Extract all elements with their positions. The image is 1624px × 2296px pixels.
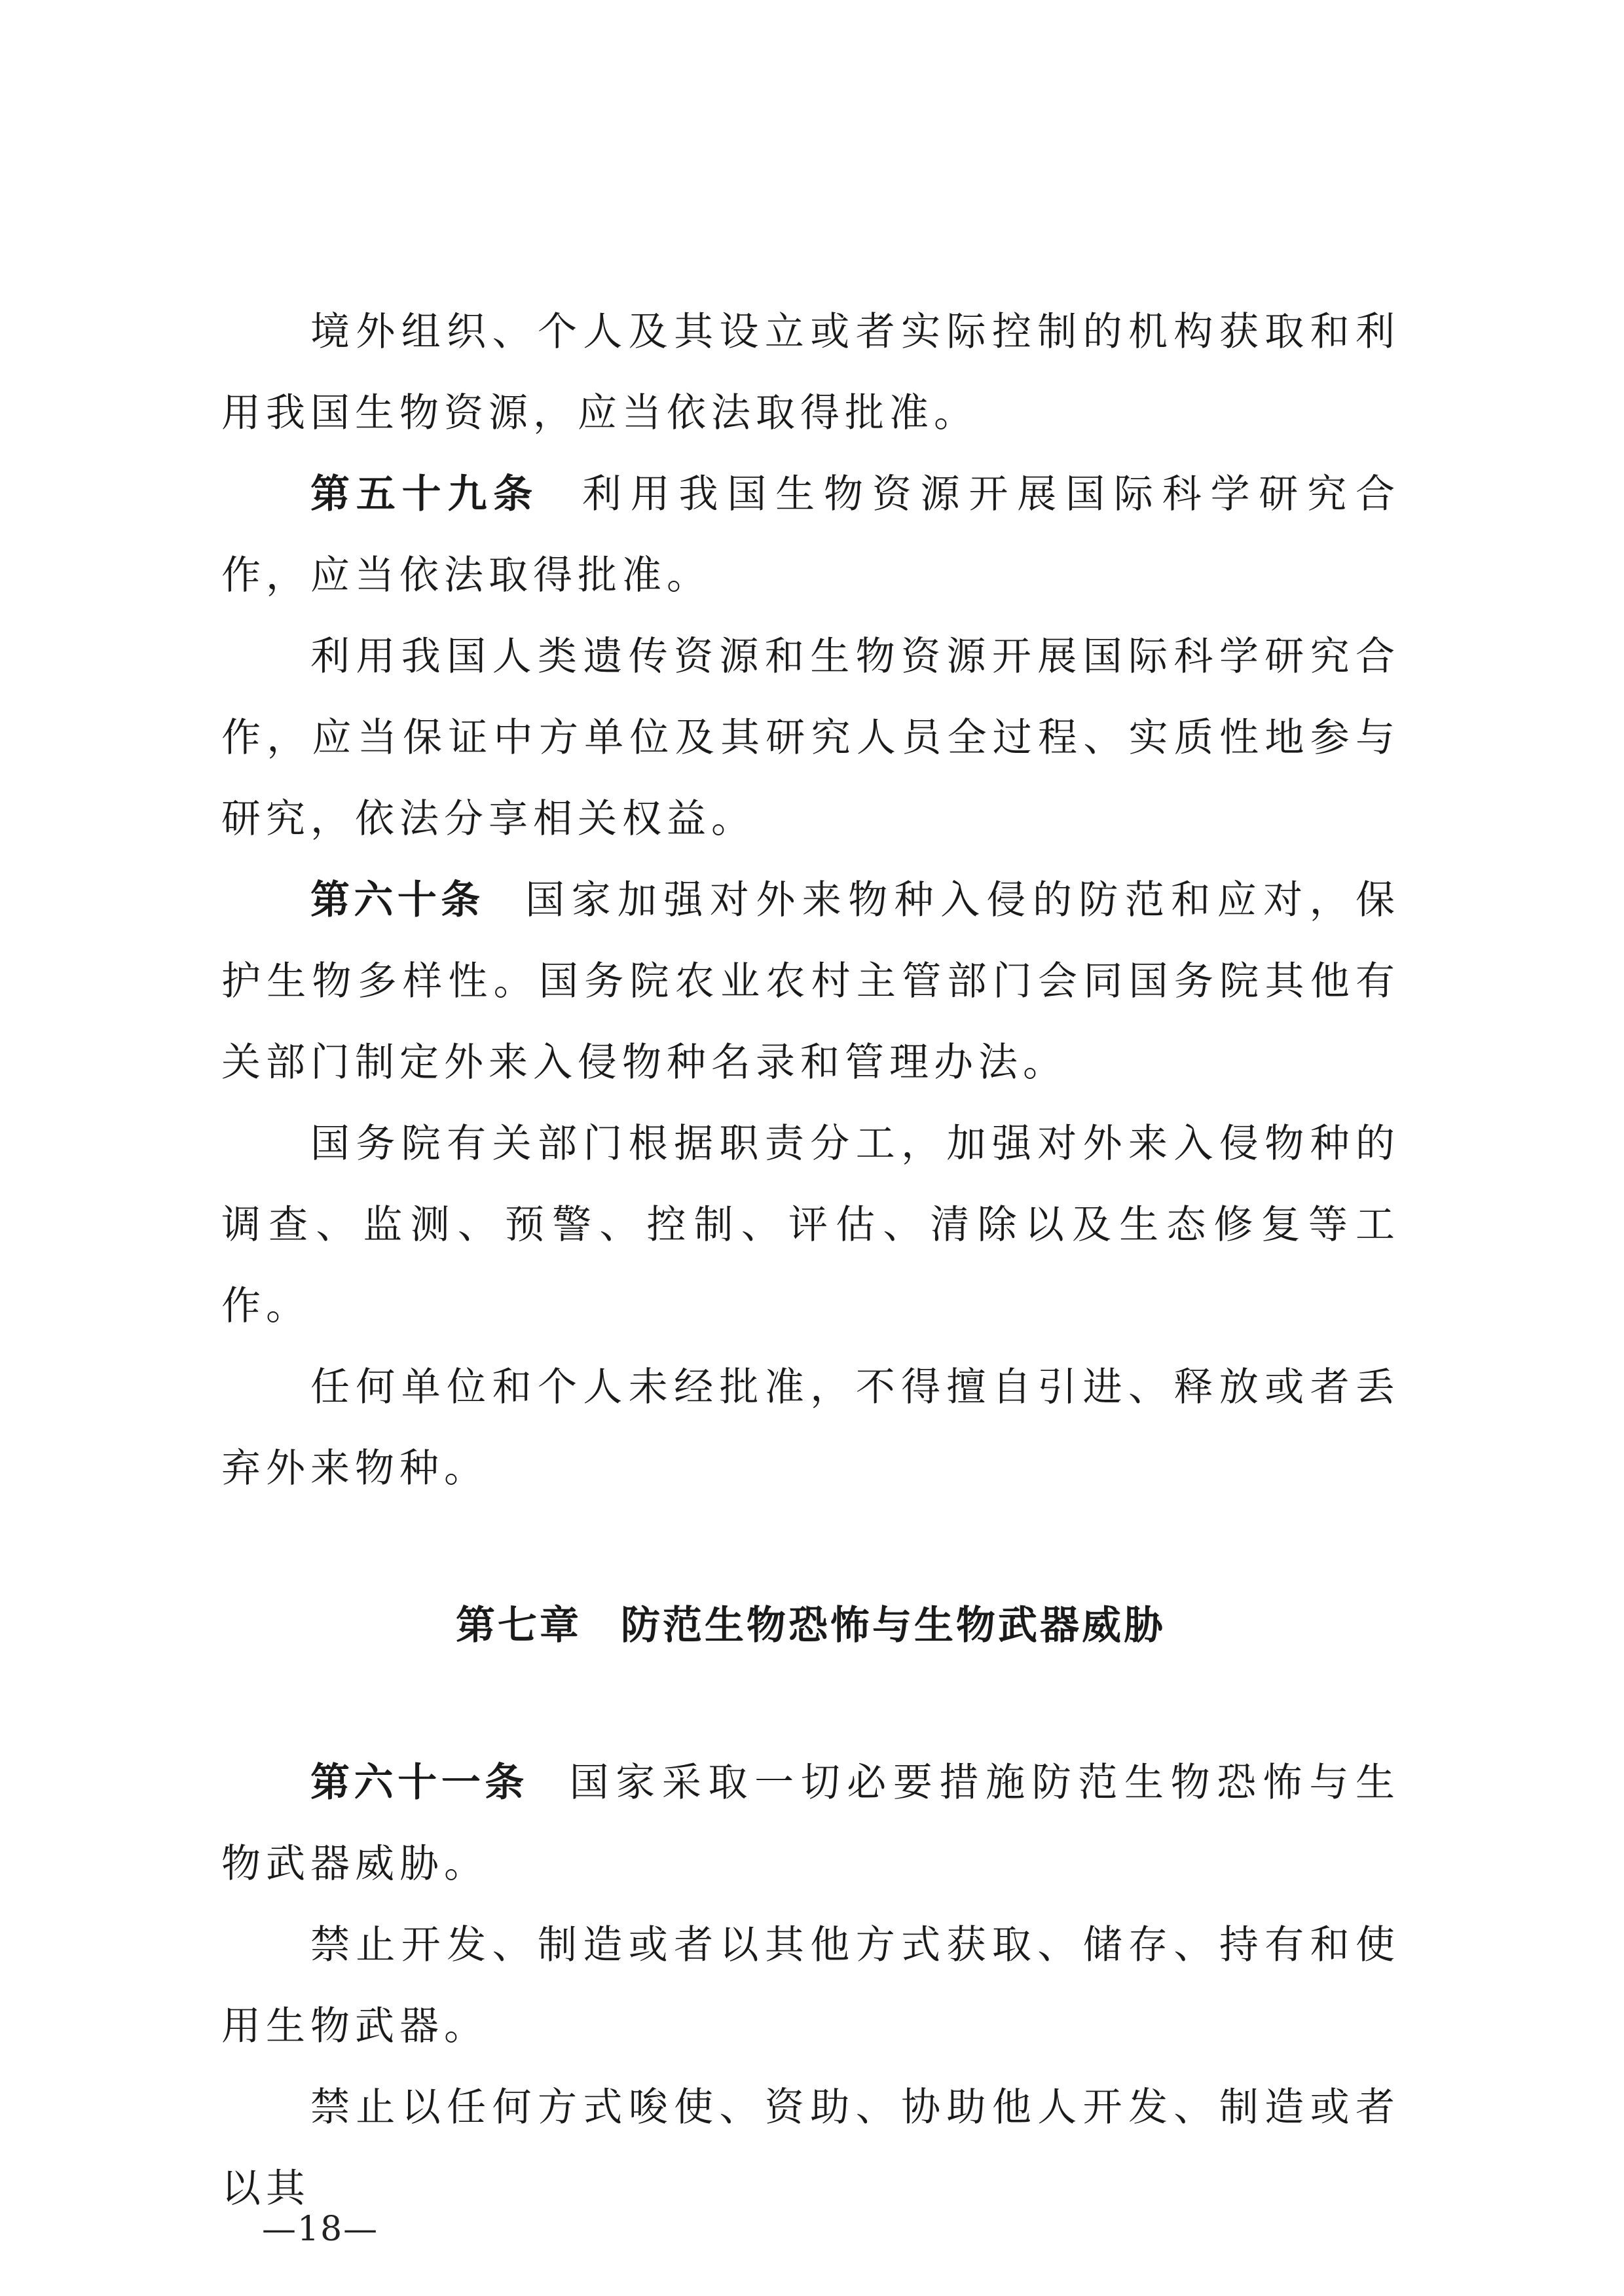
paragraph <box>221 1904 1400 2067</box>
paragraph <box>221 2067 1400 2229</box>
paragraph <box>221 291 1400 454</box>
article-number: 第六十条 <box>310 877 485 923</box>
paragraph-text: 利用我国生物资源开展国际科学研究合作，应当依法取得批准。 <box>221 471 1401 598</box>
article-paragraph <box>221 1742 1400 1904</box>
paragraph <box>221 616 1400 860</box>
article-paragraph <box>221 454 1400 616</box>
paragraph-text: 禁止开发、制造或者以其他方式获取、储存、持有和使用生物武器。 <box>221 1922 1400 2049</box>
paragraph-text: 境外组织、个人及其设立或者实际控制的机构获取和利用我国生物资源，应当依法取得批准。 <box>221 309 1400 436</box>
paragraph-text: 任何单位和个人未经批准，不得擅自引进、释放或者丢弃外来物种。 <box>221 1364 1400 1491</box>
document-body <box>221 291 1400 2229</box>
paragraph-text: 国务院有关部门根据职责分工，加强对外来入侵物种的调查、监测、预警、控制、评估、清除以及生态修复等工作。 <box>221 1121 1400 1329</box>
article-paragraph <box>221 860 1400 1103</box>
paragraph-text: 利用我国人类遗传资源和生物资源开展国际科学研究合作，应当保证中方单位及其研究人员全过程、实质性地参与研究，依法分享相关权益。 <box>221 634 1400 842</box>
article-number: 第五十九条 <box>310 471 540 517</box>
paragraph-text: 禁止以任何方式唆使、资助、协助他人开发、制造或者以其 <box>221 2085 1400 2212</box>
chapter-number: 第七章 <box>456 1603 581 1649</box>
paragraph <box>221 1347 1400 1509</box>
chapter-title: 防范生物恐怖与生物武器威胁 <box>621 1603 1166 1649</box>
paragraph-text: 国家采取一切必要措施防范生物恐怖与生物武器威胁。 <box>221 1760 1401 1887</box>
chapter-heading <box>221 1593 1400 1658</box>
paragraph <box>221 1103 1400 1347</box>
page-number: —18— <box>262 2210 379 2249</box>
paragraph-text: 国家加强对外来物种入侵的防范和应对，保护生物多样性。国务院农业农村主管部门会同国务院其他有关部门制定外来入侵物种名录和管理办法。 <box>221 877 1401 1085</box>
article-number: 第六十一条 <box>310 1760 529 1806</box>
